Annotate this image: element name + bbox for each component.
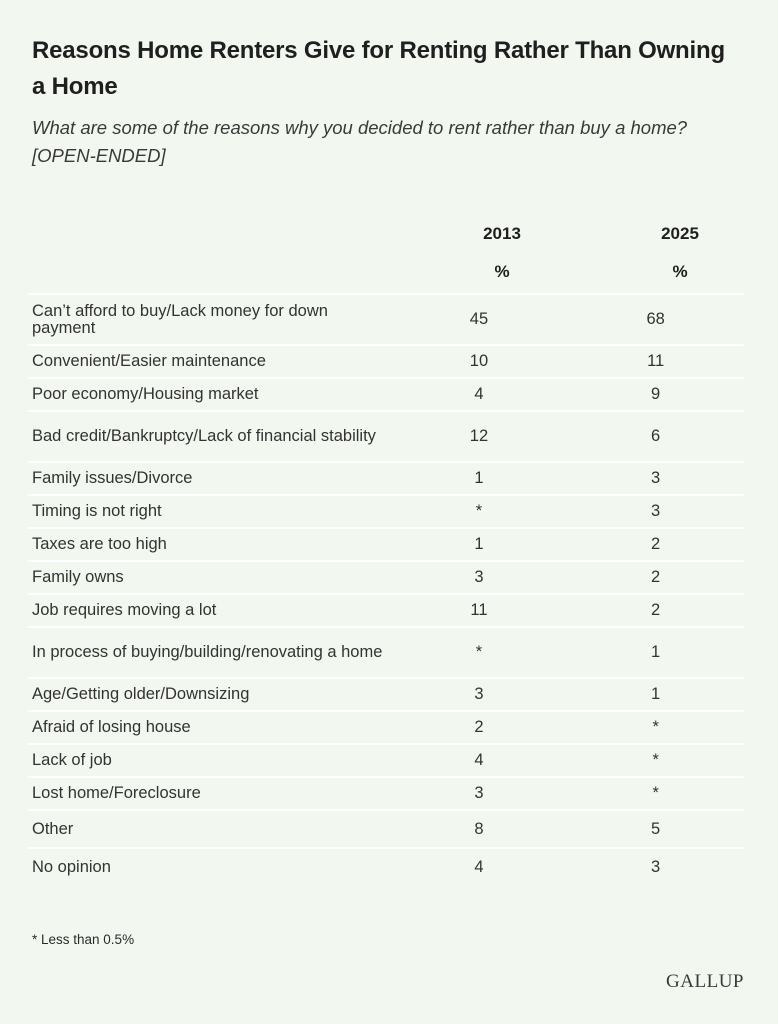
row-label: Other (28, 809, 391, 847)
value-2025: 2 (567, 560, 744, 593)
row-label: Taxes are too high (28, 527, 391, 560)
row-label: Poor economy/Housing market (28, 377, 391, 410)
table-row (28, 494, 744, 527)
value-2025: 2 (567, 593, 744, 626)
value-2013: 1 (391, 461, 568, 494)
table-row (28, 377, 744, 410)
value-2013: 3 (391, 677, 568, 710)
value-2013: 2 (391, 710, 568, 743)
value-2025: 1 (567, 626, 744, 677)
table-row (28, 710, 744, 743)
page-title: Reasons Home Renters Give for Renting Rather Than Owning a Home (32, 37, 725, 100)
table-row (28, 847, 744, 885)
value-2013: 11 (391, 593, 568, 626)
table-row (28, 293, 744, 344)
column-unit-2013: % (494, 262, 510, 281)
value-2025: * (567, 776, 744, 809)
value-2013: * (391, 626, 568, 677)
column-header-2025: 2025 (661, 224, 699, 243)
value-2013: 12 (391, 410, 568, 461)
value-2013: 45 (391, 293, 568, 344)
row-label: Afraid of losing house (28, 710, 391, 743)
value-2025: * (567, 710, 744, 743)
value-2025: 3 (567, 494, 744, 527)
table-row (28, 809, 744, 847)
row-label: Family issues/Divorce (28, 461, 391, 494)
value-2013: 1 (391, 527, 568, 560)
value-2025: 11 (567, 344, 744, 377)
column-unit-2025: % (672, 262, 688, 281)
value-2025: 68 (567, 293, 744, 344)
row-label: Bad credit/Bankruptcy/Lack of financial stability (28, 410, 391, 461)
value-2013: 8 (391, 809, 568, 847)
value-2013: 10 (391, 344, 568, 377)
table-row (28, 776, 744, 809)
value-2013: 4 (391, 847, 568, 885)
footnote: * Less than 0.5% (32, 932, 135, 947)
row-label: Can’t afford to buy/Lack money for down payment (28, 293, 391, 344)
table-row (28, 560, 744, 593)
question-subtitle: What are some of the reasons why you decided to rent rather than buy a home? [OPEN-ENDED] (32, 117, 688, 166)
value-2013: 4 (391, 377, 568, 410)
table-row (28, 344, 744, 377)
table-row (28, 410, 744, 461)
table-row (28, 677, 744, 710)
value-2025: 2 (567, 527, 744, 560)
row-label: Timing is not right (28, 494, 391, 527)
row-label: Job requires moving a lot (28, 593, 391, 626)
row-label: Convenient/Easier maintenance (28, 344, 391, 377)
reasons-table (28, 293, 744, 885)
table-row (28, 743, 744, 776)
row-label: In process of buying/building/renovating a home (28, 626, 391, 677)
row-label: Lost home/Foreclosure (28, 776, 391, 809)
table-row (28, 527, 744, 560)
column-header-2013: 2013 (483, 224, 521, 243)
value-2025: 9 (567, 377, 744, 410)
value-2013: 3 (391, 560, 568, 593)
row-label: Family owns (28, 560, 391, 593)
table-row (28, 626, 744, 677)
row-label: Lack of job (28, 743, 391, 776)
value-2025: * (567, 743, 744, 776)
value-2025: 1 (567, 677, 744, 710)
row-label: No opinion (28, 847, 391, 885)
gallup-logo: GALLUP (666, 971, 744, 992)
table-row (28, 461, 744, 494)
value-2025: 6 (567, 410, 744, 461)
value-2025: 5 (567, 809, 744, 847)
value-2025: 3 (567, 847, 744, 885)
value-2013: 3 (391, 776, 568, 809)
value-2013: * (391, 494, 568, 527)
value-2013: 4 (391, 743, 568, 776)
table-row (28, 593, 744, 626)
value-2025: 3 (567, 461, 744, 494)
row-label: Age/Getting older/Downsizing (28, 677, 391, 710)
